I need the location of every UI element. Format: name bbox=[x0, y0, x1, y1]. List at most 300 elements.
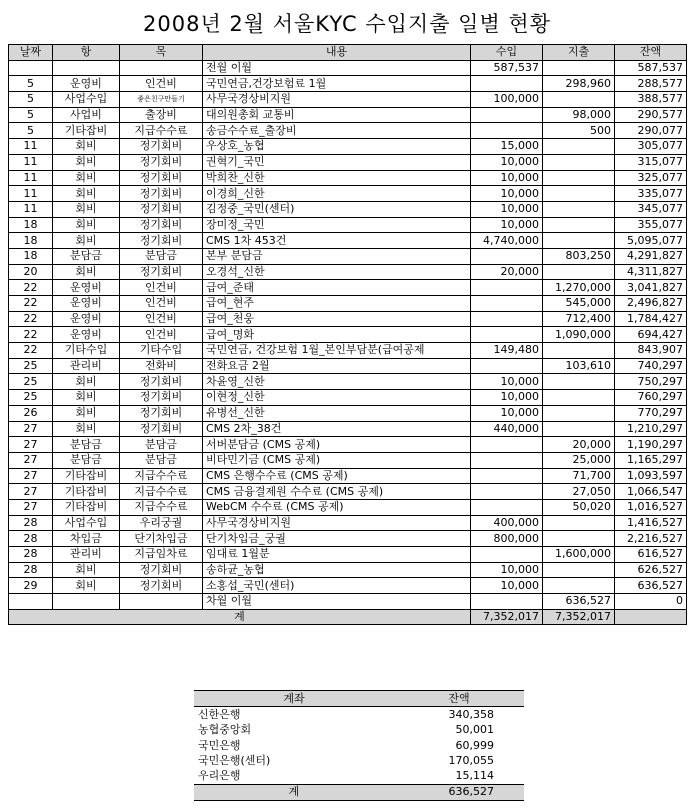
row-mok: 지급수수료 bbox=[120, 468, 203, 484]
row-balance: 1,066,547 bbox=[615, 484, 687, 500]
row-desc: 사무국경상비지원 bbox=[203, 92, 471, 108]
account-header-row bbox=[194, 691, 524, 707]
row-income: 10,000 bbox=[471, 186, 543, 202]
row-income bbox=[471, 76, 543, 92]
row-date: 5 bbox=[9, 107, 53, 123]
table-row bbox=[9, 296, 687, 312]
row-date: 11 bbox=[9, 170, 53, 186]
row-hang: 회비 bbox=[53, 264, 120, 280]
table-row bbox=[9, 248, 687, 264]
row-desc: 이현정_신한 bbox=[203, 390, 471, 406]
row-date: 25 bbox=[9, 390, 53, 406]
row-desc: 오경석_신한 bbox=[203, 264, 471, 280]
row-date: 5 bbox=[9, 76, 53, 92]
carry-out-expense: 636,527 bbox=[543, 594, 615, 610]
row-date: 18 bbox=[9, 217, 53, 233]
row-desc: 전화요금 2월 bbox=[203, 358, 471, 374]
row-expense: 20,000 bbox=[543, 437, 615, 453]
row-desc: 서버분담금 (CMS 공제) bbox=[203, 437, 471, 453]
row-expense: 27,050 bbox=[543, 484, 615, 500]
table-row bbox=[9, 201, 687, 217]
row-expense: 103,610 bbox=[543, 358, 615, 374]
account-total-label: 계 bbox=[194, 784, 394, 800]
row-desc: 비타민기금 (CMS 공제) bbox=[203, 452, 471, 468]
row-income: 440,000 bbox=[471, 421, 543, 437]
row-hang: 관리비 bbox=[53, 358, 120, 374]
row-balance: 1,416,527 bbox=[615, 515, 687, 531]
row-balance: 355,077 bbox=[615, 217, 687, 233]
row-income: 15,000 bbox=[471, 139, 543, 155]
table-row bbox=[9, 280, 687, 296]
account-row bbox=[194, 753, 524, 768]
account-total-amount: 636,527 bbox=[394, 784, 524, 800]
row-mok: 정기회비 bbox=[120, 186, 203, 202]
row-date: 26 bbox=[9, 405, 53, 421]
table-row bbox=[9, 76, 687, 92]
page-title: 2008년 2월 서울KYC 수입지출 일별 현황 bbox=[143, 12, 551, 36]
row-mok: 인건비 bbox=[120, 296, 203, 312]
row-desc: 소홍섭_국민(센터) bbox=[203, 578, 471, 594]
row-balance: 616,527 bbox=[615, 547, 687, 563]
row-date: 27 bbox=[9, 437, 53, 453]
row-income: 10,000 bbox=[471, 578, 543, 594]
account-row bbox=[194, 768, 524, 784]
row-desc: 임대료 1월분 bbox=[203, 547, 471, 563]
row-mok: 좋은친구만들기 bbox=[120, 92, 203, 108]
row-mok: 분담금 bbox=[120, 437, 203, 453]
table-row bbox=[9, 484, 687, 500]
total-income: 7,352,017 bbox=[471, 609, 543, 625]
row-hang: 회비 bbox=[53, 201, 120, 217]
row-balance: 290,577 bbox=[615, 107, 687, 123]
table-row bbox=[9, 217, 687, 233]
row-date: 5 bbox=[9, 92, 53, 108]
row-hang: 기타잡비 bbox=[53, 468, 120, 484]
carry-out-balance: 0 bbox=[615, 594, 687, 610]
row-expense: 545,000 bbox=[543, 296, 615, 312]
row-balance: 2,496,827 bbox=[615, 296, 687, 312]
row-date: 27 bbox=[9, 452, 53, 468]
row-income bbox=[471, 499, 543, 515]
row-date: 22 bbox=[9, 311, 53, 327]
row-mok: 정기회비 bbox=[120, 264, 203, 280]
row-hang: 회비 bbox=[53, 186, 120, 202]
row-expense bbox=[543, 343, 615, 359]
row-date: 27 bbox=[9, 484, 53, 500]
table-row bbox=[9, 327, 687, 343]
row-mok: 인건비 bbox=[120, 76, 203, 92]
row-hang: 운영비 bbox=[53, 76, 120, 92]
row-desc: 급여_명화 bbox=[203, 327, 471, 343]
row-mok: 정기회비 bbox=[120, 170, 203, 186]
row-date: 28 bbox=[9, 515, 53, 531]
row-balance: 843,907 bbox=[615, 343, 687, 359]
row-date: 28 bbox=[9, 562, 53, 578]
account-name: 국민은행 bbox=[198, 738, 241, 752]
row-income bbox=[471, 484, 543, 500]
row-desc: 대의원총회 교통비 bbox=[203, 107, 471, 123]
carry-in-balance: 587,537 bbox=[615, 60, 687, 76]
table-row bbox=[9, 170, 687, 186]
total-label: 계 bbox=[9, 609, 471, 625]
row-desc: 장미정_국민 bbox=[203, 217, 471, 233]
row-income: 20,000 bbox=[471, 264, 543, 280]
row-balance: 290,077 bbox=[615, 123, 687, 139]
row-hang: 운영비 bbox=[53, 327, 120, 343]
row-expense: 25,000 bbox=[543, 452, 615, 468]
row-income bbox=[471, 468, 543, 484]
row-balance: 315,077 bbox=[615, 154, 687, 170]
row-income: 10,000 bbox=[471, 405, 543, 421]
row-hang: 운영비 bbox=[53, 311, 120, 327]
row-balance: 388,577 bbox=[615, 92, 687, 108]
row-date: 22 bbox=[9, 327, 53, 343]
row-desc: CMS 금융결제원 수수료 (CMS 공제) bbox=[203, 484, 471, 500]
table-row bbox=[9, 186, 687, 202]
row-expense bbox=[543, 233, 615, 249]
row-mok: 지급수수료 bbox=[120, 484, 203, 500]
row-date: 5 bbox=[9, 123, 53, 139]
row-hang: 분담금 bbox=[53, 248, 120, 264]
table-row bbox=[9, 358, 687, 374]
row-mok: 정기회비 bbox=[120, 374, 203, 390]
account-row bbox=[194, 707, 524, 723]
table-row bbox=[9, 139, 687, 155]
col-header-date: 날짜 bbox=[9, 45, 53, 61]
carry-out-label: 차월 이월 bbox=[203, 594, 471, 610]
account-balance-table bbox=[194, 690, 524, 801]
table-row bbox=[9, 468, 687, 484]
row-balance: 1,165,297 bbox=[615, 452, 687, 468]
row-hang: 회비 bbox=[53, 578, 120, 594]
row-mok: 정기회비 bbox=[120, 217, 203, 233]
row-desc: 차윤영_신한 bbox=[203, 374, 471, 390]
account-amount: 50,001 bbox=[455, 723, 494, 737]
row-expense: 71,700 bbox=[543, 468, 615, 484]
row-hang: 분담금 bbox=[53, 452, 120, 468]
row-hang: 기타잡비 bbox=[53, 484, 120, 500]
row-balance: 750,297 bbox=[615, 374, 687, 390]
row-hang: 기타수입 bbox=[53, 343, 120, 359]
row-hang: 운영비 bbox=[53, 296, 120, 312]
row-desc: 박희찬_신한 bbox=[203, 170, 471, 186]
row-balance: 1,093,597 bbox=[615, 468, 687, 484]
row-date: 11 bbox=[9, 201, 53, 217]
row-date: 22 bbox=[9, 296, 53, 312]
account-row bbox=[194, 723, 524, 738]
table-row bbox=[9, 421, 687, 437]
row-balance: 4,311,827 bbox=[615, 264, 687, 280]
row-date: 27 bbox=[9, 421, 53, 437]
table-row bbox=[9, 107, 687, 123]
row-expense bbox=[543, 201, 615, 217]
row-desc: 김정중_국민(센터) bbox=[203, 201, 471, 217]
row-income bbox=[471, 311, 543, 327]
row-expense bbox=[543, 264, 615, 280]
row-hang: 사업비 bbox=[53, 107, 120, 123]
row-mok: 지급임차료 bbox=[120, 547, 203, 563]
row-income: 400,000 bbox=[471, 515, 543, 531]
row-expense: 1,090,000 bbox=[543, 327, 615, 343]
row-date: 25 bbox=[9, 374, 53, 390]
row-date: 27 bbox=[9, 499, 53, 515]
row-balance: 1,190,297 bbox=[615, 437, 687, 453]
row-balance: 636,527 bbox=[615, 578, 687, 594]
row-mok: 정기회비 bbox=[120, 390, 203, 406]
row-date: 28 bbox=[9, 531, 53, 547]
row-hang: 관리비 bbox=[53, 547, 120, 563]
row-desc: 급여_현주 bbox=[203, 296, 471, 312]
row-hang: 회비 bbox=[53, 421, 120, 437]
row-balance: 1,210,297 bbox=[615, 421, 687, 437]
row-expense bbox=[543, 186, 615, 202]
row-date: 22 bbox=[9, 343, 53, 359]
row-hang: 사업수입 bbox=[53, 92, 120, 108]
row-hang: 회비 bbox=[53, 390, 120, 406]
row-balance: 760,297 bbox=[615, 390, 687, 406]
row-expense: 1,600,000 bbox=[543, 547, 615, 563]
row-desc: 송금수수료_출장비 bbox=[203, 123, 471, 139]
row-date: 11 bbox=[9, 186, 53, 202]
row-mok: 정기회비 bbox=[120, 421, 203, 437]
row-expense: 298,960 bbox=[543, 76, 615, 92]
carry-in-label: 전월 이월 bbox=[203, 60, 471, 76]
table-row bbox=[9, 374, 687, 390]
row-desc: 급여_천웅 bbox=[203, 311, 471, 327]
row-desc: 국민연금, 건강보험 1월_본인부담분(급여공제 bbox=[203, 343, 471, 359]
row-desc: CMS 은행수수료 (CMS 공제) bbox=[203, 468, 471, 484]
row-desc: CMS 1차 453건 bbox=[203, 233, 471, 249]
row-income: 4,740,000 bbox=[471, 233, 543, 249]
table-row bbox=[9, 562, 687, 578]
table-row bbox=[9, 92, 687, 108]
row-income: 800,000 bbox=[471, 531, 543, 547]
row-date: 18 bbox=[9, 248, 53, 264]
row-expense bbox=[543, 405, 615, 421]
row-hang: 회비 bbox=[53, 562, 120, 578]
row-hang: 회비 bbox=[53, 217, 120, 233]
row-hang: 기타잡비 bbox=[53, 499, 120, 515]
row-hang: 운영비 bbox=[53, 280, 120, 296]
row-desc: 국민연금,건강보험료 1월 bbox=[203, 76, 471, 92]
row-mok: 지급수수료 bbox=[120, 499, 203, 515]
row-date: 18 bbox=[9, 233, 53, 249]
row-expense: 50,020 bbox=[543, 499, 615, 515]
row-expense bbox=[543, 562, 615, 578]
row-income: 10,000 bbox=[471, 217, 543, 233]
table-row bbox=[9, 390, 687, 406]
row-balance: 345,077 bbox=[615, 201, 687, 217]
table-row bbox=[9, 233, 687, 249]
row-expense: 1,270,000 bbox=[543, 280, 615, 296]
row-balance: 305,077 bbox=[615, 139, 687, 155]
row-balance: 740,297 bbox=[615, 358, 687, 374]
row-income: 10,000 bbox=[471, 170, 543, 186]
row-balance: 626,527 bbox=[615, 562, 687, 578]
table-row bbox=[9, 311, 687, 327]
row-income: 10,000 bbox=[471, 390, 543, 406]
account-name: 우리은행 bbox=[198, 769, 241, 783]
row-mok: 정기회비 bbox=[120, 154, 203, 170]
col-header-balance: 잔액 bbox=[615, 45, 687, 61]
row-hang: 사업수입 bbox=[53, 515, 120, 531]
row-hang: 회비 bbox=[53, 139, 120, 155]
table-row bbox=[9, 578, 687, 594]
row-hang: 기타잡비 bbox=[53, 123, 120, 139]
total-row bbox=[9, 609, 687, 625]
account-name: 국민은행(센터) bbox=[198, 753, 271, 767]
row-date: 22 bbox=[9, 280, 53, 296]
row-desc: CMS 2차_38건 bbox=[203, 421, 471, 437]
row-expense bbox=[543, 515, 615, 531]
row-income: 10,000 bbox=[471, 154, 543, 170]
row-desc: 급여_준태 bbox=[203, 280, 471, 296]
row-balance: 288,577 bbox=[615, 76, 687, 92]
row-date: 27 bbox=[9, 468, 53, 484]
account-total-row bbox=[194, 784, 524, 800]
row-balance: 2,216,527 bbox=[615, 531, 687, 547]
table-row bbox=[9, 123, 687, 139]
row-mok: 정기회비 bbox=[120, 201, 203, 217]
row-income: 10,000 bbox=[471, 374, 543, 390]
row-desc: 송하균_농협 bbox=[203, 562, 471, 578]
row-mok: 정기회비 bbox=[120, 139, 203, 155]
row-income: 10,000 bbox=[471, 562, 543, 578]
row-balance: 3,041,827 bbox=[615, 280, 687, 296]
ledger-header-row bbox=[9, 45, 687, 61]
row-income bbox=[471, 296, 543, 312]
account-amount: 60,999 bbox=[455, 738, 494, 752]
row-mok: 기타수입 bbox=[120, 343, 203, 359]
row-income bbox=[471, 107, 543, 123]
row-balance: 335,077 bbox=[615, 186, 687, 202]
col-header-hang: 항 bbox=[53, 45, 120, 61]
row-expense bbox=[543, 92, 615, 108]
col-header-expense: 지출 bbox=[543, 45, 615, 61]
row-income: 100,000 bbox=[471, 92, 543, 108]
row-balance: 4,291,827 bbox=[615, 248, 687, 264]
row-income bbox=[471, 452, 543, 468]
row-desc: 유병선_신한 bbox=[203, 405, 471, 421]
table-row bbox=[9, 437, 687, 453]
table-row bbox=[9, 452, 687, 468]
table-row bbox=[9, 531, 687, 547]
row-date: 11 bbox=[9, 154, 53, 170]
row-income bbox=[471, 280, 543, 296]
row-balance: 694,427 bbox=[615, 327, 687, 343]
row-income bbox=[471, 327, 543, 343]
row-desc: 권혁기_국민 bbox=[203, 154, 471, 170]
row-expense: 500 bbox=[543, 123, 615, 139]
row-balance: 325,077 bbox=[615, 170, 687, 186]
row-income bbox=[471, 358, 543, 374]
row-expense: 803,250 bbox=[543, 248, 615, 264]
row-hang: 회비 bbox=[53, 374, 120, 390]
row-expense bbox=[543, 531, 615, 547]
row-mok: 출장비 bbox=[120, 107, 203, 123]
row-expense bbox=[543, 390, 615, 406]
row-desc: WebCM 수수료 (CMS 공제) bbox=[203, 499, 471, 515]
row-desc: 사무국경상비지원 bbox=[203, 515, 471, 531]
row-date: 20 bbox=[9, 264, 53, 280]
carry-out-row bbox=[9, 594, 687, 610]
row-desc: 우상호_농협 bbox=[203, 139, 471, 155]
row-date: 29 bbox=[9, 578, 53, 594]
carry-in-income: 587,537 bbox=[471, 60, 543, 76]
row-income bbox=[471, 248, 543, 264]
row-expense: 98,000 bbox=[543, 107, 615, 123]
row-expense bbox=[543, 170, 615, 186]
row-desc: 단기차입금_궁궐 bbox=[203, 531, 471, 547]
row-expense bbox=[543, 374, 615, 390]
row-income bbox=[471, 437, 543, 453]
row-hang: 회비 bbox=[53, 170, 120, 186]
row-expense bbox=[543, 217, 615, 233]
row-mok: 전화비 bbox=[120, 358, 203, 374]
row-mok: 정기회비 bbox=[120, 562, 203, 578]
row-hang: 회비 bbox=[53, 233, 120, 249]
row-mok: 정기회비 bbox=[120, 578, 203, 594]
row-hang: 회비 bbox=[53, 405, 120, 421]
row-date: 28 bbox=[9, 547, 53, 563]
row-date: 25 bbox=[9, 358, 53, 374]
account-col-amount: 잔액 bbox=[394, 691, 524, 707]
col-header-desc: 내용 bbox=[203, 45, 471, 61]
row-balance: 1,016,527 bbox=[615, 499, 687, 515]
row-expense bbox=[543, 421, 615, 437]
table-row bbox=[9, 264, 687, 280]
row-income: 10,000 bbox=[471, 201, 543, 217]
row-expense bbox=[543, 154, 615, 170]
account-name: 신한은행 bbox=[198, 707, 241, 721]
row-hang: 분담금 bbox=[53, 437, 120, 453]
row-mok: 단기차입금 bbox=[120, 531, 203, 547]
row-desc: 이경희_신한 bbox=[203, 186, 471, 202]
row-income bbox=[471, 547, 543, 563]
row-hang: 차입금 bbox=[53, 531, 120, 547]
row-balance: 5,095,077 bbox=[615, 233, 687, 249]
row-expense bbox=[543, 578, 615, 594]
table-row bbox=[9, 343, 687, 359]
row-mok: 정기회비 bbox=[120, 405, 203, 421]
row-income bbox=[471, 123, 543, 139]
col-header-income: 수입 bbox=[471, 45, 543, 61]
table-row bbox=[9, 547, 687, 563]
row-mok: 정기회비 bbox=[120, 233, 203, 249]
row-expense: 712,400 bbox=[543, 311, 615, 327]
table-row bbox=[9, 515, 687, 531]
col-header-mok: 목 bbox=[120, 45, 203, 61]
row-mok: 분담금 bbox=[120, 248, 203, 264]
row-mok: 지급수수료 bbox=[120, 123, 203, 139]
row-balance: 1,784,427 bbox=[615, 311, 687, 327]
row-balance: 770,297 bbox=[615, 405, 687, 421]
table-row bbox=[9, 154, 687, 170]
account-amount: 15,114 bbox=[455, 769, 494, 783]
account-name: 농협중앙회 bbox=[198, 723, 252, 737]
ledger-table bbox=[8, 44, 687, 625]
account-amount: 170,055 bbox=[448, 753, 494, 767]
row-expense bbox=[543, 139, 615, 155]
account-col-name: 계좌 bbox=[194, 691, 394, 707]
row-mok: 인건비 bbox=[120, 327, 203, 343]
row-mok: 우리궁궐 bbox=[120, 515, 203, 531]
table-row bbox=[9, 405, 687, 421]
table-row bbox=[9, 499, 687, 515]
carry-in-row bbox=[9, 60, 687, 76]
row-mok: 인건비 bbox=[120, 311, 203, 327]
total-expense: 7,352,017 bbox=[543, 609, 615, 625]
